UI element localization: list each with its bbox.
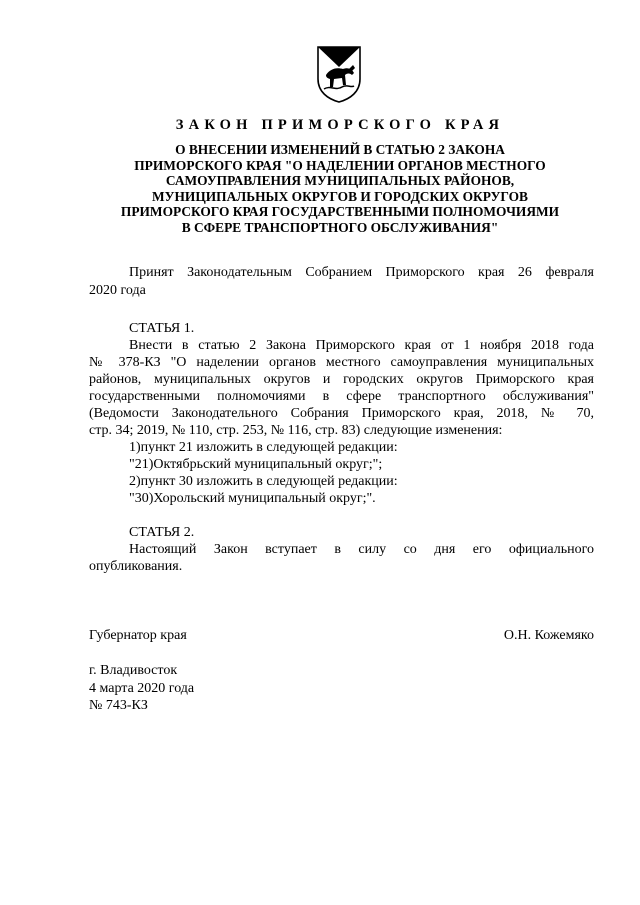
- article-2-heading: СТАТЬЯ 2.: [129, 525, 195, 540]
- signature-position: Губернатор края: [89, 628, 187, 643]
- article-1-heading: СТАТЬЯ 1.: [129, 321, 195, 336]
- subtitle-line: В СФЕРЕ ТРАНСПОРТНОГО ОБСЛУЖИВАНИЯ": [181, 219, 499, 235]
- article-1-line: государственными полномочиями в сфере транспортного обслуживания": [89, 389, 594, 404]
- signature-name: О.Н. Кожемяко: [503, 628, 594, 643]
- article-1-line: Внести в статью 2 Закона Приморского края от 1 ноября 2018 года: [129, 338, 594, 353]
- subtitle-line: ПРИМОРСКОГО КРАЯ "О НАДЕЛЕНИИ ОРГАНОВ МЕСТНОГО: [134, 157, 546, 173]
- footer-city: г. Владивосток: [89, 663, 178, 678]
- article-1-line: № 378-КЗ "О наделении органов местного самоуправления муниципальных: [89, 355, 594, 370]
- article-1-item: "30)Хорольский муниципальный округ;".: [129, 491, 376, 506]
- law-title: ЗАКОН ПРИМОРСКОГО КРАЯ: [175, 117, 505, 133]
- subtitle-line: О ВНЕСЕНИИ ИЗМЕНЕНИЙ В СТАТЬЮ 2 ЗАКОНА: [175, 142, 505, 157]
- adoption-line: Принят Законодательным Собранием Приморского края 26 февраля: [129, 265, 594, 280]
- article-1-line: стр. 34; 2019, № 110, стр. 253, № 116, стр. 83) следующие изменения:: [89, 423, 503, 438]
- article-2-line: Настоящий Закон вступает в силу со дня его официального: [129, 542, 594, 557]
- article-1-line: (Ведомости Законодательного Собрания Приморского края, 2018, № 70,: [89, 406, 594, 421]
- subtitle-line: МУНИЦИПАЛЬНЫХ ОКРУГОВ И ГОРОДСКИХ ОКРУГОВ: [152, 188, 528, 204]
- footer-number: № 743-КЗ: [89, 698, 148, 713]
- article-1-item: 1)пункт 21 изложить в следующей редакции:: [129, 440, 398, 455]
- subtitle-line: ПРИМОРСКОГО КРАЯ ГОСУДАРСТВЕННЫМИ ПОЛНОМОЧИЯМИ: [120, 204, 560, 219]
- coat-of-arms-icon: [316, 45, 362, 103]
- law-subtitle: [78, 142, 602, 235]
- article-1-item: "21)Октябрьский муниципальный округ;";: [129, 457, 383, 472]
- subtitle-line: САМОУПРАВЛЕНИЯ МУНИЦИПАЛЬНЫХ РАЙОНОВ,: [165, 173, 515, 188]
- article-2-line: опубликования.: [89, 559, 183, 574]
- footer-date: 4 марта 2020 года: [89, 681, 195, 696]
- article-1-line: районов, муниципальных округов и городских округов Приморского края: [89, 372, 594, 387]
- article-1-item: 2)пункт 30 изложить в следующей редакции:: [129, 474, 398, 489]
- adoption-line: 2020 года: [89, 283, 146, 298]
